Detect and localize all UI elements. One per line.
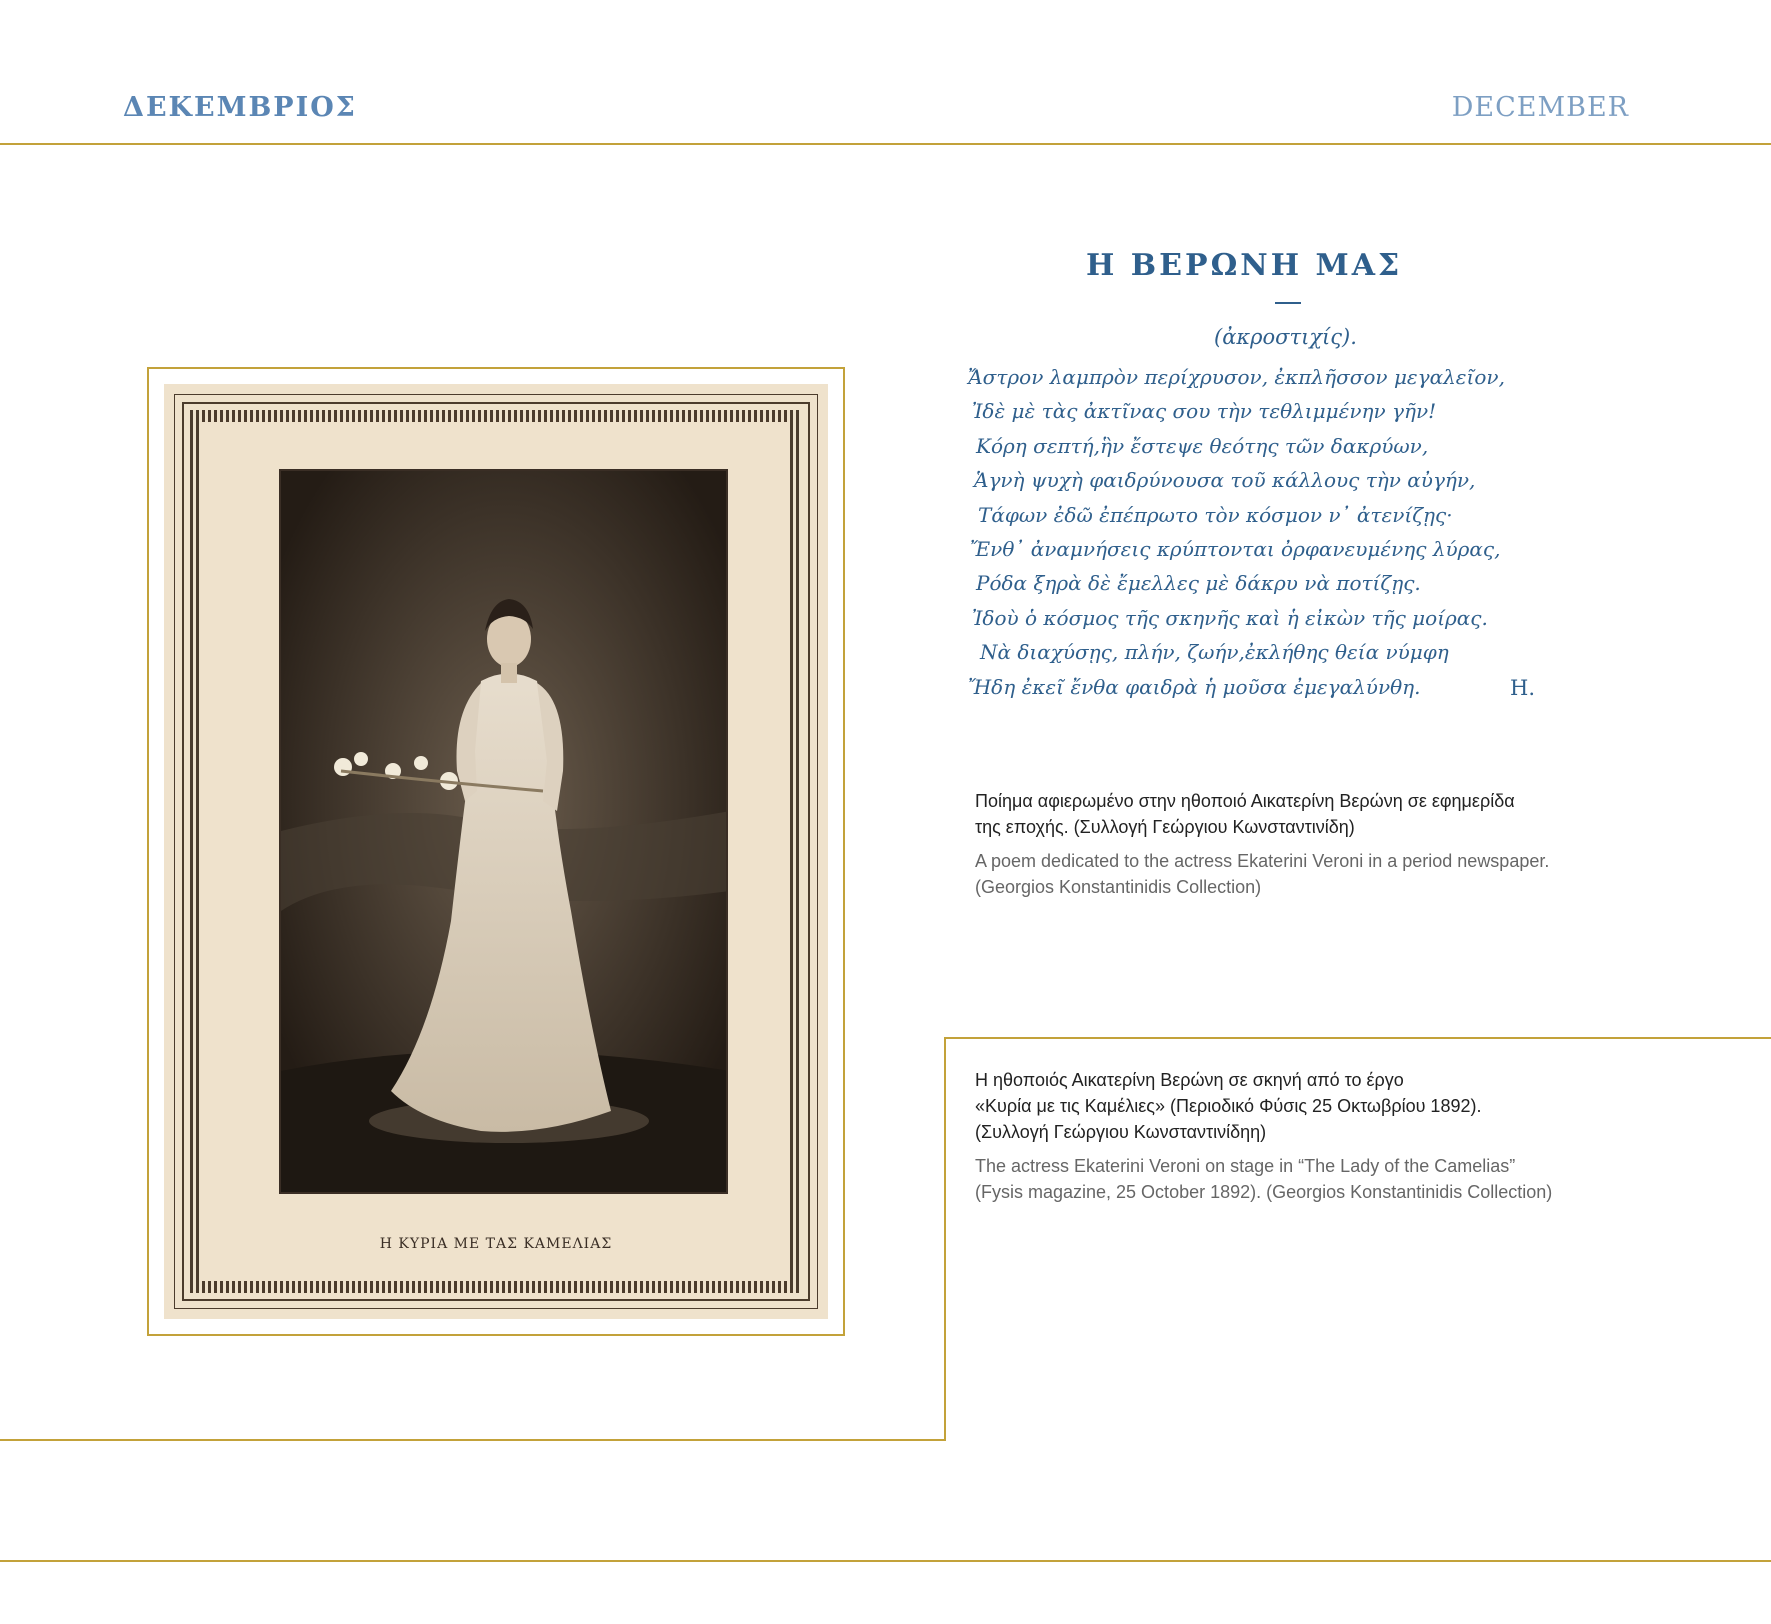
caption-line: (Fysis magazine, 25 October 1892). (Georgios Konstantinidis Collection): [975, 1182, 1553, 1202]
poem-line: Ἔνθ᾽ ἀναμνήσεις κρύπτονται ὀρφανευμένης λύρας,: [970, 537, 1501, 562]
poem-line: Ἰδὲ μὲ τὰς ἀκτῖνας σου τὴν τεθλιμμένην γῆν!: [972, 399, 1437, 424]
header-month-greek: ΔΕΚΕΜΒΡΙΟΣ: [123, 92, 357, 123]
poem-title-dash: [1275, 302, 1301, 304]
plate-caption: Η ΚΥΡΙΑ ΜΕ ΤΑΣ ΚΑΜΕΛΙΑΣ: [379, 1236, 613, 1252]
poem-subtitle: (ἀκροστιχίς).: [1214, 325, 1357, 349]
photo-caption-english: [975, 1153, 1552, 1205]
poem-line: Ἤδη ἐκεῖ ἔνθα φαιδρὰ ἡ μοῦσα ἐμεγαλύνθη.: [968, 674, 1421, 699]
caption-line: The actress Ekaterini Veroni on stage in “The Lady of the Camelias”: [975, 1156, 1516, 1176]
engraving-frame: [147, 367, 845, 1336]
caption-line: (Συλλογή Γεώργιου Κωνσταντινίδηη): [975, 1122, 1267, 1142]
footer-rule: [0, 1560, 1771, 1562]
caption-line: Η ηθοποιός Αικατερίνη Βερώνη σε σκηνή από το έργο: [975, 1070, 1404, 1090]
header-rule: [0, 143, 1771, 145]
poem-line: Ἰδοὺ ὁ κόσμος τῆς σκηνῆς καὶ ἡ εἰκὼν τῆς μοίρας.: [972, 605, 1488, 630]
poem-signature: Η.: [1510, 676, 1535, 700]
caption-line: A poem dedicated to the actress Ekaterini Veroni in a period newspaper.: [975, 851, 1550, 871]
poem-caption-english: [975, 848, 1549, 900]
poem-caption-greek: [975, 788, 1515, 840]
engraving-paper: [164, 384, 828, 1319]
poem-line: Ἁγνὴ ψυχὴ φαιδρύνουσα τοῦ κάλλους τὴν αὐγήν,: [974, 468, 1476, 493]
poem-line: Τάφων ἐδῶ ἐπέπρωτο τὸν κόσμον ν᾽ ἀτενίζῃς·: [978, 502, 1453, 527]
caption-line: «Κυρία με τις Καμέλιες» (Περιοδικό Φύσις 25 Οκτωβρίου 1892).: [975, 1096, 1482, 1116]
bracket-rule-top: [945, 1037, 1771, 1039]
bracket-rule-bottom: [0, 1439, 946, 1441]
poem-title: Η ΒΕΡΩΝΗ ΜΑΣ: [1086, 248, 1403, 283]
photo-caption-greek: [975, 1067, 1481, 1145]
caption-line: Ποίημα αφιερωμένο στην ηθοποιό Αικατερίνη Βερώνη σε εφημερίδα: [975, 791, 1515, 811]
caption-line: (Georgios Konstantinidis Collection): [975, 877, 1262, 897]
bracket-rule-vertical: [944, 1037, 946, 1441]
actress-portrait-image: [279, 469, 728, 1194]
poem-lines: [968, 360, 1548, 704]
poem-line: Κόρη σεπτή,ἣν ἔστεψε θεότης τῶν δακρύων,: [976, 433, 1429, 458]
poem-line: Ρόδα ξηρὰ δὲ ἔμελλες μὲ δάκρυ νὰ ποτίζῃς.: [976, 571, 1421, 596]
header-month-english: DECEMBER: [1451, 92, 1629, 123]
caption-line: της εποχής. (Συλλογή Γεώργιου Κωνσταντινίδη): [975, 817, 1355, 837]
poem-line: Νὰ διαχύσῃς, πλήν, ζωήν,ἐκλήθης θεία νύμφη: [980, 640, 1449, 665]
poem-line: Ἄστρον λαμπρὸν περίχρυσον, ἐκπλῆσσον μεγαλεῖον,: [968, 365, 1505, 389]
actress-portrait-illustration: [281, 471, 728, 1194]
